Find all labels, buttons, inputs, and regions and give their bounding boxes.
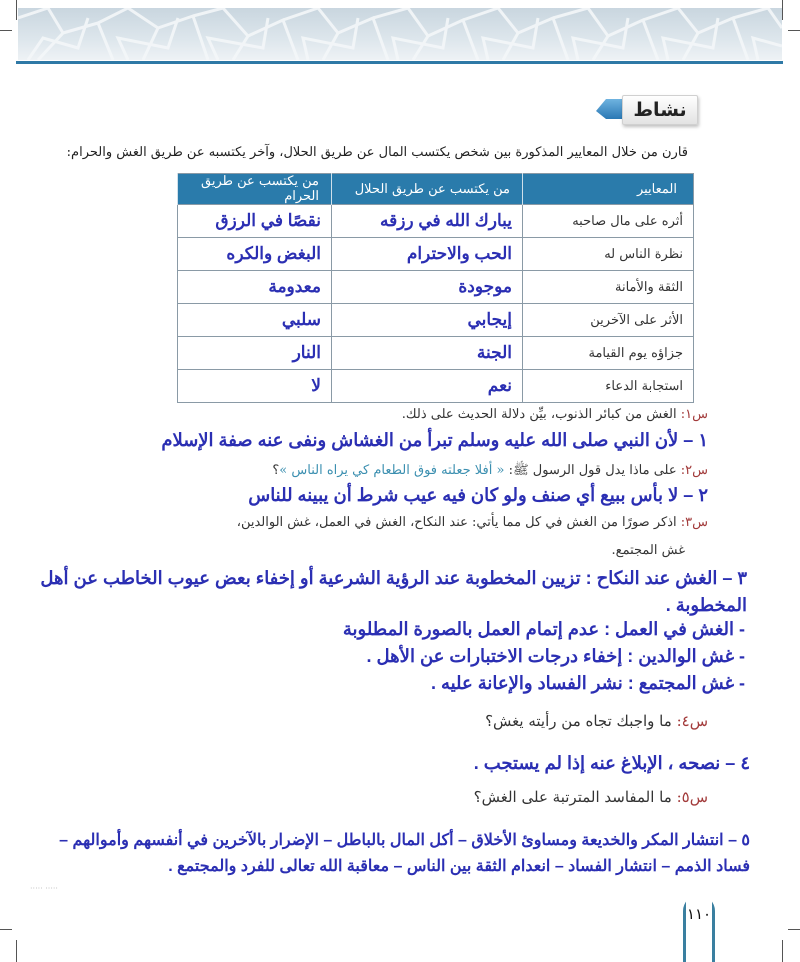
hadith-quote: « أفلا جعلته فوق الطعام كي يراه الناس » <box>279 463 505 478</box>
page-number: ١١٠ <box>686 905 712 923</box>
activity-title: نشاط <box>622 95 698 125</box>
crop-mark <box>16 940 17 962</box>
page-number-tab <box>683 895 715 962</box>
activity-instruction: قارن من خلال المعايير المذكورة بين شخص يكتسب المال عن طريق الحلال، وآخر يكتسبه عن طريق الغش والحرام: <box>66 145 688 160</box>
haram-answer: معدومة <box>178 271 332 304</box>
table-row <box>178 304 694 337</box>
question-text: ما واجبك تجاه من رأيته يغش؟ <box>485 712 672 730</box>
halal-answer: نعم <box>332 370 523 403</box>
question-mark: ؟ <box>272 463 280 478</box>
criterion-cell: الثقة والأمانة <box>523 271 694 304</box>
haram-answer: لا <box>178 370 332 403</box>
question-text: على ماذا يدل قول الرسول ﷺ: <box>508 463 677 478</box>
question-5 <box>474 788 708 806</box>
crop-mark <box>788 30 800 31</box>
halal-answer: إيجابي <box>332 304 523 337</box>
crop-mark <box>788 929 800 930</box>
haram-answer: البغض والكره <box>178 238 332 271</box>
question-4 <box>485 712 708 730</box>
answer-4: ٤ – نصحه ، الإبلاغ عنه إذا لم يستجب . <box>473 753 750 773</box>
table-row <box>178 337 694 370</box>
comparison-table <box>177 173 694 403</box>
question-3-continuation: غش المجتمع. <box>611 543 685 558</box>
haram-answer: النار <box>178 337 332 370</box>
header-rule <box>16 61 783 64</box>
question-number: س٢: <box>680 463 708 478</box>
answer-3-work: - الغش في العمل : عدم إتمام العمل بالصورة المطلوبة <box>342 619 745 639</box>
table-row <box>178 205 694 238</box>
table-header-row <box>178 174 694 205</box>
question-3 <box>237 515 708 530</box>
halal-answer: الجنة <box>332 337 523 370</box>
answer-1: ١ – لأن النبي صلى الله عليه وسلم تبرأ من الغشاش ونفى عنه صفة الإسلام <box>161 430 708 450</box>
answer-3-parents: - غش الوالدين : إخفاء درجات الاختبارات عن الأهل . <box>366 646 745 666</box>
crop-mark <box>782 0 783 20</box>
crop-mark <box>782 940 783 962</box>
decorative-header-banner <box>18 8 782 60</box>
answer-5: ٥ – انتشار المكر والخديعة ومساوئ الأخلاق – أكل المال بالباطل – الإضرار بالآخرين في أنفسهم وأموالهم – فساد الذمم – انتشار الفساد – انعدام الثقة بين الناس – معاقبة الله تعالى للفرد والمجتمع . <box>59 832 750 875</box>
halal-answer: الحب والاحترام <box>332 238 523 271</box>
criterion-cell: جزاؤه يوم القيامة <box>523 337 694 370</box>
question-number: س٤: <box>676 712 708 730</box>
criterion-cell: أثره على مال صاحبه <box>523 205 694 238</box>
criterion-cell: نظرة الناس له <box>523 238 694 271</box>
question-1 <box>402 407 708 422</box>
haram-answer: سلبي <box>178 304 332 337</box>
question-number: س٥: <box>676 788 708 806</box>
geometric-pattern <box>18 8 782 60</box>
header-halal: من يكتسب عن طريق الحلال <box>332 174 523 205</box>
footer-faint-text: ····· ····· <box>30 884 58 893</box>
answer-3-marriage: ٣ – الغش عند النكاح : تزيين المخطوبة عند الرؤية الشرعية أو إخفاء بعض عيوب الخاطب عن أهل المخطوبة . <box>40 568 747 615</box>
table-row <box>178 370 694 403</box>
answer-3-society: - غش المجتمع : نشر الفساد والإعانة عليه . <box>430 673 745 693</box>
header-criteria: المعايير <box>523 174 694 205</box>
question-number: س٣: <box>680 515 708 530</box>
table-row <box>178 238 694 271</box>
haram-answer: نقصًا في الرزق <box>178 205 332 238</box>
question-text: الغش من كبائر الذنوب، بيِّن دلالة الحديث على ذلك. <box>401 407 677 422</box>
halal-answer: يبارك الله في رزقه <box>332 205 523 238</box>
crop-mark <box>0 929 12 930</box>
header-haram: من يكتسب عن طريق الحرام <box>178 174 332 205</box>
question-text: ما المفاسد المترتبة على الغش؟ <box>473 788 672 806</box>
halal-answer: موجودة <box>332 271 523 304</box>
question-number: س١: <box>680 407 708 422</box>
criterion-cell: الأثر على الآخرين <box>523 304 694 337</box>
table-row <box>178 271 694 304</box>
question-text: اذكر صورًا من الغش في كل مما يأتي: عند النكاح، الغش في العمل، غش الوالدين، <box>236 515 677 530</box>
activity-tag <box>596 95 698 125</box>
answer-2: ٢ – لا بأس ببيع أي صنف ولو كان فيه عيب شرط أن يبينه للناس <box>248 485 708 505</box>
crop-mark <box>0 30 12 31</box>
crop-mark <box>16 0 17 20</box>
question-2 <box>272 462 708 481</box>
criterion-cell: استجابة الدعاء <box>523 370 694 403</box>
